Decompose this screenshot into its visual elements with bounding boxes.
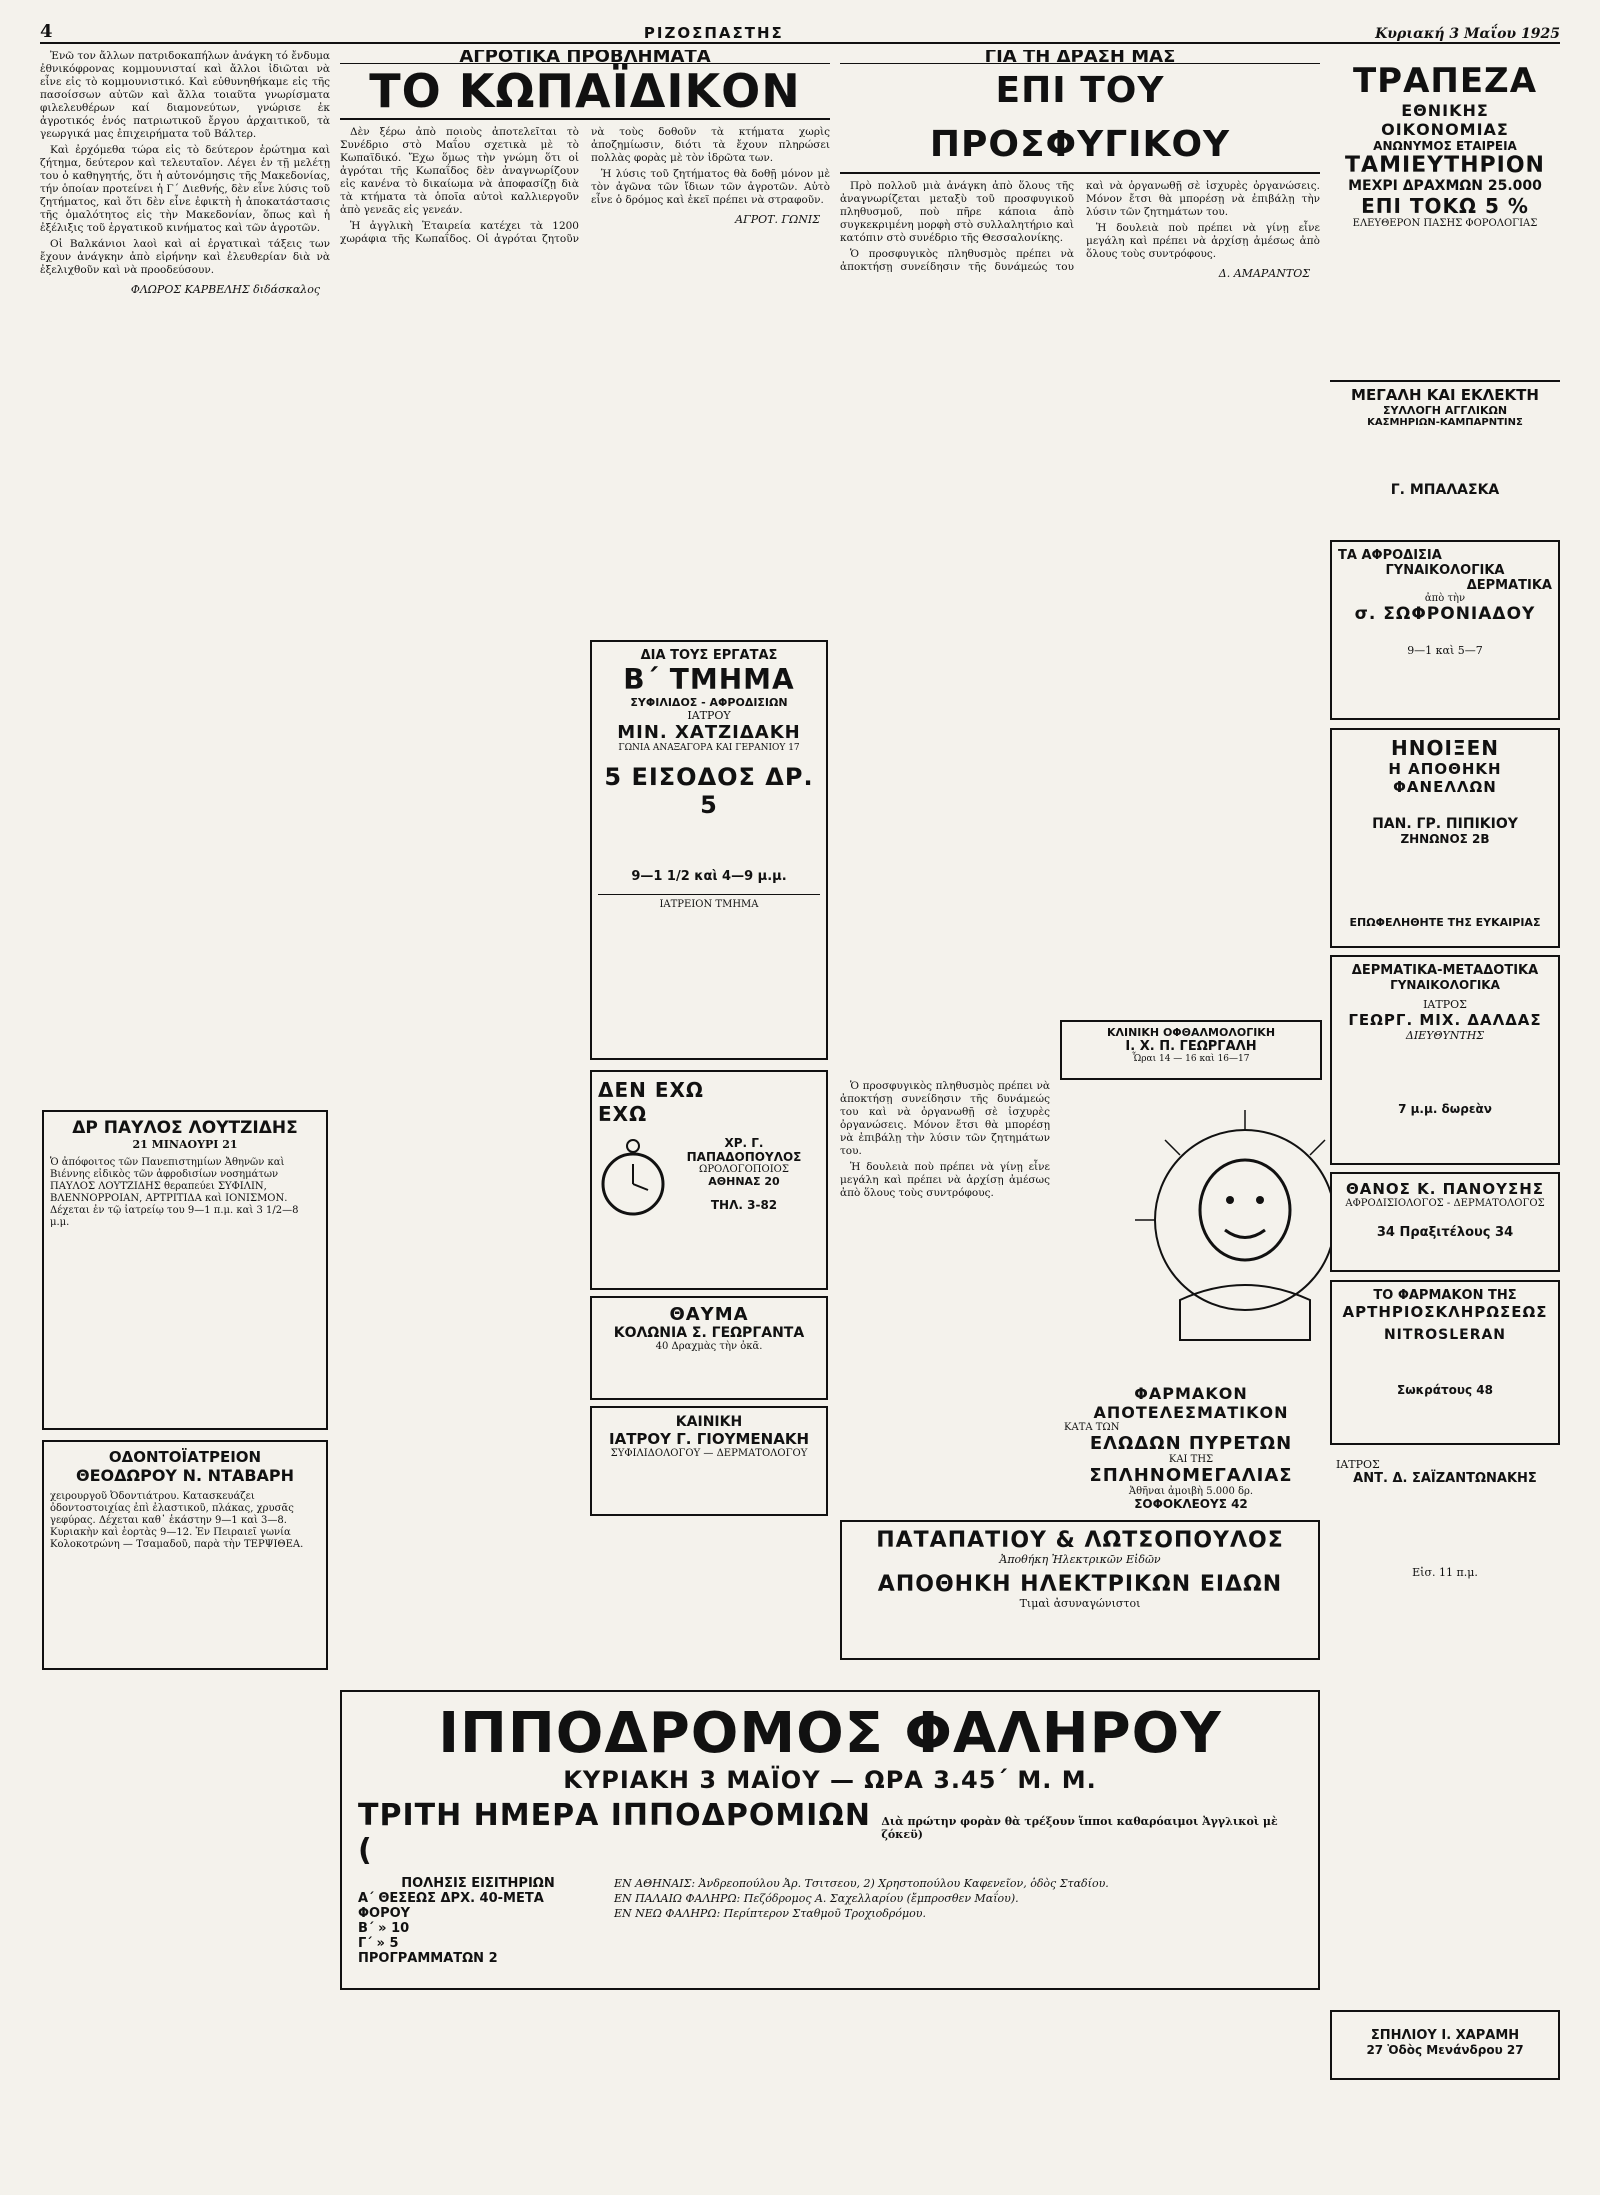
ad-tam: ΤΑΜΙΕΥΤΗΡΙΟΝ bbox=[1345, 153, 1545, 178]
ad-title: ΚΛΙΝΙΚΗ ΟΦΘΑΛΜΟΛΟΓΙΚΗ bbox=[1106, 1026, 1276, 1039]
ad-saizantonakis bbox=[1330, 1452, 1560, 1627]
hippodrome-day: ΤΡΙΤΗ ΗΜΕΡΑ ΙΠΠΟΔΡΟΜΙΩΝ ( bbox=[358, 1798, 871, 1868]
ad-sub: ΓΥΝΑΙΚΟΛΟΓΙΚΑ bbox=[1390, 978, 1500, 992]
article-paragraph: Ἡ δουλειὰ ποὺ πρέπει νὰ γίνῃ εἶνε μεγάλη καὶ πρέπει νὰ ἀρχίσῃ ἀμέσως ἀπὸ ὅλους τοὺς συντρόφους. bbox=[1086, 222, 1320, 260]
ad-address: 21 ΜΙΝΑΟΥΡΙ 21 bbox=[132, 1138, 238, 1151]
ad-sofroniadou bbox=[1330, 540, 1560, 720]
ad-iatros: ΙΑΤΡΟΣ bbox=[1423, 998, 1467, 1011]
article-paragraph: Πρὸ πολλοῦ μιὰ ἀνάγκη ἀπὸ ὅλους τῆς ἀναγνωρίζεται μεταξὺ τοῦ προσφυγικοῦ πληθυσμοῦ, ποὺ πῆρε κάποια ἀπὸ συγκεκριμένη μορφὴ στὸ συλλαλητήριο καὶ κατόπιν στὸ συνέδριο τῆς Θεσσαλονίκης. bbox=[840, 180, 1074, 244]
ad-sub2: ΚΑΣΜΗΡΙΩΝ-ΚΑΜΠΑΡΝΤΙΝΣ bbox=[1367, 417, 1523, 428]
ad-title: ΟΔΟΝΤΟΪΑΤΡΕΙΟΝ bbox=[108, 1448, 262, 1466]
ad-panousis bbox=[1330, 1172, 1560, 1272]
ad-sub: ΑΡΤΗΡΙΟΣΚΛΗΡΩΣΕΩΣ bbox=[1342, 1303, 1548, 1321]
ad-name: ΘΑΝΟΣ Κ. ΠΑΝΟΥΣΗΣ bbox=[1345, 1180, 1545, 1198]
ad-lotsopoulos bbox=[840, 1520, 1320, 1660]
ad-charami bbox=[1330, 2010, 1560, 2080]
ad-top: ΔΙΑ ΤΟΥΣ ΕΡΓΑΤΑΣ bbox=[640, 648, 778, 663]
ad-trapeza bbox=[1330, 55, 1560, 360]
ad-title: ΦΑΡΜΑΚΟΝ bbox=[1134, 1384, 1248, 1403]
ad-price: Ἀθῆναι ἀμοιβὴ 5.000 δρ. bbox=[1128, 1486, 1254, 1497]
ad-rate: ΕΠΙ ΤΟΚΩ 5 % bbox=[1361, 194, 1529, 218]
ad-sub: Ἀποθήκη Ἠλεκτρικῶν Εἰδῶν bbox=[999, 1553, 1161, 1566]
hippodrome-title: ΙΠΠΟΔΡΟΜΟΣ ΦΑΛΗΡΟΥ bbox=[438, 1701, 1222, 1766]
ad-georgali bbox=[1060, 1020, 1322, 1080]
newspaper-name: ΡΙΖΟΣΠΑΣΤΗΣ bbox=[643, 24, 784, 42]
issue-date: Κυριακή 3 Μαΐου 1925 bbox=[1375, 26, 1560, 42]
ad-hours: Εἰσ. 11 π.μ. bbox=[1412, 1566, 1478, 1579]
ad-hours: 9—1 1/2 καὶ 4—9 μ.μ. bbox=[631, 869, 787, 884]
ad-title: ΜΕΓΑΛΗ ΚΑΙ ΕΚΛΕΚΤΗ bbox=[1351, 386, 1539, 404]
ad-free: ΕΛΕΥΘΕΡΟΝ ΠΑΣΗΣ ΦΟΡΟΛΟΓΙΑΣ bbox=[1352, 218, 1538, 229]
ad-director: ΔΙΕΥΘΥΝΤΗΣ bbox=[1405, 1029, 1485, 1042]
hippodrome-date: ΚΥΡΙΑΚΗ 3 ΜΑΪΟΥ — ΩΡΑ 3.45΄ Μ. Μ. bbox=[563, 1766, 1097, 1794]
ad-price: 5 ΕΙΣΟΔΟΣ ΔΡ. 5 bbox=[604, 763, 814, 819]
ad-sub2: ΔΕΡΜΑΤΙΚΑ bbox=[1466, 578, 1552, 593]
ad-name: Γ. ΜΠΑΛΑΣΚΑ bbox=[1390, 482, 1500, 498]
ad-type: ΑΝΩΝΥΜΟΣ ΕΤΑΙΡΕΙΑ bbox=[1373, 139, 1517, 153]
ad-body: Ὁ ἀπόφοιτος τῶν Πανεπιστημίων Ἀθηνῶν καὶ Βιέννης εἰδικὸς τῶν ἀφροδισίων νοσημάτων ΠΑΥΛΟΣ ΛΟΥΤΖΙΔΗΣ θεραπεύει ΣΥΦΙΛΙΝ, ΒΛΕΝΝΟΡΡΟΙΑΝ, ΑΡΤΡΙΤΙΔΑ καὶ ΙΟΝΙΣΜΟΝ. Δέχεται ἐν τῷ ἰατρείῳ του 9—1 π.μ. καὶ 3 1/2—8 μ.μ. bbox=[50, 1157, 299, 1228]
ad-name: ΠΑΤΑΠΑΤΙΟΥ & ΛΩΤΣΟΠΟΥΛΟΣ bbox=[876, 1528, 1284, 1553]
ad-name: ΕΘΝΙΚΗΣ ΟΙΚΟΝΟΜΙΑΣ bbox=[1381, 101, 1509, 139]
ad-address: ΩΡΟΛΟΓΟΠΟΙΟΣ bbox=[699, 1164, 789, 1175]
ad-title: ΔΡ ΠΑΥΛΟΣ ΛΟΥΤΖΙΔΗΣ bbox=[72, 1118, 298, 1138]
ad-title: ΗΝΟΙΞΕΝ bbox=[1391, 736, 1499, 760]
article-paragraph: Ἡ λύσις τοῦ ζητήματος θὰ δοθῇ μόνον μὲ τὸν ἀγῶνα τῶν ἴδιων τῶν ἀγροτῶν. Αὐτὸ εἶνε ὁ δρόμος καὶ ἐκεῖ πρέπει νὰ στραφοῦν. bbox=[591, 168, 830, 206]
ad-loutzidis bbox=[42, 1110, 328, 1430]
ad-street: ΑΘΗΝΑΣ 20 bbox=[708, 1175, 780, 1188]
ad-gioumenakis bbox=[590, 1406, 828, 1516]
ad-body: χειρουργοῦ Ὀδοντιάτρου. Κατασκευάζει ὀδοντοστοιχίας ἐπὶ ἐλαστικοῦ, πλάκας, χρυσᾶς γεφύρας. Δέχεται καθ᾽ ἑκάστην 9—1 καὶ 3—8. Κυριακὴν καὶ ἑορτὰς 9—12. Ἐν Πειραιεῖ γωνία Κολοκοτρώνη — Τσαμαδοῦ, παρὰ τὴν ΤΕΡΨΙΘΕΑ. bbox=[50, 1491, 304, 1550]
ad-iatros: ΙΑΤΡΟΣ bbox=[1336, 1458, 1380, 1471]
article-paragraph: Ὁ προσφυγικὸς πληθυσμὸς πρέπει νὰ ἀποκτήσῃ συνείδησιν τῆς δυνάμεώς του καὶ νὰ ὀργανωθῇ σὲ ἰσχυρὲς ὀργανώσεις. Μόνον ἔτσι θὰ μπορέσῃ νὰ ἐπιβάλῃ τὴν λύσιν τῶν ζητημάτων του. bbox=[840, 1080, 1050, 1157]
ad-sub: ΑΦΡΟΔΙΣΙΟΛΟΓΟΣ - ΔΕΡΜΑΤΟΛΟΓΟΣ bbox=[1345, 1198, 1545, 1209]
ad-balaska bbox=[1330, 380, 1560, 530]
ad-sub: ΓΥΝΑΙΚΟΛΟΓΙΚΑ bbox=[1385, 563, 1505, 578]
article-paragraph: Δὲν ξέρω ἀπὸ ποιοὺς ἀποτελεῖται τὸ Συνέδριο στὸ Μαΐου σχετικὰ μὲ τὸ Κωπαϊδικό. Ἔχω ὅμως τὴν γνώμη ὅτι οἱ ἀγρόται τῆς Κωπαΐδος δὲν ἀναγνωρίζουν εἰς κανένα τὸ δικαίωμα νὰ ἀποφασίζῃ διὰ τὰ κτήματα τὰ ὁποῖα αὐτοὶ καλλιεργοῦν ἀπὸ γενεᾶς εἰς γενεάν. bbox=[340, 126, 579, 216]
ad-name: ΜΙΝ. ΧΑΤΖΙΔΑΚΗ bbox=[617, 722, 801, 743]
ad-name: ΠΑΝ. ΓΡ. ΠΙΠΙΚΙΟΥ bbox=[1372, 816, 1518, 832]
article-signature: Δ. ΑΜΑΡΑΝΤΟΣ bbox=[1218, 267, 1310, 280]
ticket-class: Α΄ ΘΕΣΕΩΣ ΔΡΧ. 40-ΜΕΤΑ ΦΟΡΟΥ bbox=[358, 1891, 544, 1921]
ad-address: ΓΩΝΙΑ ΑΝΑΞΑΓΟΡΑ ΚΑΙ ΓΕΡΑΝΙΟΥ 17 bbox=[618, 743, 800, 753]
ad-hours: 7 μ.μ. δωρεὰν bbox=[1398, 1102, 1492, 1116]
program-price: ΠΡΟΓΡΑΜΜΑΤΩΝ 2 bbox=[358, 1951, 498, 1966]
ad-sub: ΣΥΦΙΛΙΔΟΛΟΓΟΥ — ΔΕΡΜΑΤΟΛΟΓΟΥ bbox=[610, 1448, 808, 1459]
ad-hours: Ὧραι 14 — 16 καὶ 16—17 bbox=[1132, 1054, 1250, 1064]
masthead bbox=[40, 20, 1560, 44]
ad-diseases: ΕΛΩΔΩΝ ΠΥΡΕΤΩΝ bbox=[1089, 1433, 1293, 1454]
ad-section: Β΄ ΤΜΗΜΑ bbox=[623, 663, 795, 696]
sales-location: ΕΝ ΝΕΩ ΦΑΛΗΡΩ: Περίπτερον Σταθμοῦ Τροχιοδρόμου. bbox=[614, 1907, 926, 1920]
tickets-heading: ΠΟΛΗΣΙΣ ΕΙΣΙΤΗΡΙΩΝ bbox=[401, 1876, 555, 1891]
ad-sub: ΣΥΛΛΟΓΗ ΑΓΓΛΙΚΩΝ bbox=[1382, 404, 1508, 417]
ad-address: 27 Ὁδὸς Μενάνδρου 27 bbox=[1366, 2043, 1524, 2057]
ad-address: 34 Πραξιτέλους 34 bbox=[1376, 1225, 1514, 1240]
ad-upto: ΜΕΧΡΙ ΔΡΑΧΜΩΝ 25.000 bbox=[1348, 178, 1542, 194]
ad-kai: ΚΑΙ ΤΗΣ bbox=[1168, 1454, 1214, 1465]
article-paragraph: Ἡ ἀγγλικὴ Ἑταιρεία κατέχει τὰ 1200 χωράφια τῆς Κωπαΐδος. Οἱ ἀγρόται ζητοῦν νὰ τοὺς δοθοῦν τὰ κτήματα χωρὶς ἀποζημίωσιν, διότι τὰ ἔχουν πληρώσει πολλὰς φορὰς μὲ τὸν ἱδρῶτα των. bbox=[340, 126, 830, 245]
ad-title: ΤΟ ΦΑΡΜΑΚΟΝ ΤΗΣ bbox=[1373, 1288, 1517, 1303]
ad-title: ΔΕΡΜΑΤΙΚΑ-ΜΕΤΑΔΟΤΙΚΑ bbox=[1351, 963, 1539, 978]
article-paragraph: Ἡ δουλειὰ ποὺ πρέπει νὰ γίνῃ εἶνε μεγάλη καὶ πρέπει νὰ ἀρχίσῃ ἀμέσως ἀπὸ ὅλους τοὺς συντρόφους. bbox=[840, 1161, 1050, 1199]
article-prosfygiko-continued bbox=[840, 1080, 1050, 1490]
ad-name: ΧΡ. Γ. ΠΑΠΑΔΟΠΟΥΛΟΣ bbox=[686, 1136, 802, 1164]
article-signature: ΦΛΩΡΟΣ ΚΑΡΒΕΛΗΣ διδάσκαλος bbox=[130, 283, 320, 296]
ad-name: ΙΑΤΡΟΥ Γ. ΓΙΟΥΜΕΝΑΚΗ bbox=[609, 1430, 809, 1448]
ad-chatzidaki bbox=[590, 640, 828, 1060]
article-prosfygiko bbox=[840, 50, 1320, 1050]
ad-line: ΕΧΩ bbox=[598, 1102, 648, 1126]
page-number: 4 bbox=[40, 21, 53, 42]
ad-name: ΑΝΤ. Δ. ΣΑΪΖΑΝΤΩΝΑΚΗΣ bbox=[1353, 1471, 1537, 1486]
ad-name: σ. ΣΩΦΡΟΝΙΑΔΟΥ bbox=[1354, 604, 1536, 624]
ad-name: Ι. Χ. Π. ΓΕΩΡΓΑΛΗ bbox=[1125, 1039, 1257, 1054]
ad-title: ΘΑΥΜΑ bbox=[669, 1304, 749, 1325]
ad-kata: ΚΑΤΑ ΤΩΝ bbox=[1064, 1422, 1120, 1433]
ad-disease2: ΣΠΛΗΝΟΜΕΓΑΛΙΑΣ bbox=[1089, 1465, 1293, 1486]
article-paragraph: Καὶ ἐρχόμεθα τώρα εἰς τὸ δεύτερον ἐρώτημα καὶ ζήτημα, δεύτερον καὶ τελευταῖον. Λέγει ἐν τῇ μελέτῃ του ὁ καθηγητής, ὅτι ἡ αὐτονόμησις τῆς Μακεδονίας, τήν ὁποίαν προτείνει ἡ Γ΄ Διεθνής, δὲν εἶνε λύσις τοῦ ζητήματος, καὶ ὅτι δὲν εἶνε ἐφικτὴ ἡ ἀποκατάστασις τῆς ὁμαλότητος εἰς τὴν Μακεδονίαν, ὅπως καὶ ἡ ἐξέλιξις τοῦ ἐργατικοῦ κινήματος καὶ τῶν ἀγροτῶν. bbox=[40, 144, 330, 234]
ad-foot: ΙΑΤΡΕΙΟΝ ΤΜΗΜΑ bbox=[598, 894, 820, 910]
ad-body: 40 Δραχμὰς τὴν ὀκᾶ. bbox=[655, 1341, 763, 1352]
article-kicker: ΑΓΡΟΤΙΚΑ ΠΡΟΒΛΗΜΑΤΑ bbox=[340, 50, 830, 64]
ad-nitrosleran bbox=[1330, 1280, 1560, 1445]
article-paragraph: Ἐνῶ τον ἄλλων πατριδοκαπήλων ἀνάγκη τό ἔνδυμα ἐθνικόφρονας κομμουνισταί καὶ ἄλλοι ἰδιῶται νὰ εἶνε εἰς τὸ κομμουνιστικό. Καὶ εὐθυνηθήκαμε εἰς τῆς πασοίσσων αὐτῶν καὶ ἄλλα τοιαῦτα γνωρίσματα φιλελευθέρων καί διαμονεύτων, γνώρισε ἐκ ἀγροτικός ἑνός πατριωτικοῦ ἔργου ἀρχαιτικοῦ, τὰ γεωργικά μας ἐπιχειρήματα τοῦ Βάλτερ. bbox=[40, 50, 330, 140]
ad-name: NITROSLERAN bbox=[1383, 1327, 1507, 1343]
ad-address: Σωκράτους 48 bbox=[1397, 1383, 1493, 1397]
ad-title: ΚΑΙΝΙΚΗ bbox=[675, 1414, 743, 1430]
ad-foot: ΕΠΩΦΕΛΗΘΗΤΕ ΤΗΣ ΕΥΚΑΙΡΙΑΣ bbox=[1349, 916, 1541, 929]
ad-daldas bbox=[1330, 955, 1560, 1165]
ad-pipikios bbox=[1330, 728, 1560, 948]
article-column-1 bbox=[40, 50, 330, 1100]
ad-name: ΚΟΛΩΝΙΑ Σ. ΓΕΩΡΓΑΝΤΑ bbox=[613, 1325, 805, 1341]
ticket-class: Β΄ » 10 bbox=[358, 1921, 410, 1936]
ad-name: ΘΕΟΔΩΡΟΥ Ν. ΝΤΑΒΑΡΗ bbox=[75, 1466, 295, 1485]
article-headline: ΤΟ ΚΩΠΑΪΔΙΚΟΝ bbox=[340, 64, 830, 120]
sales-location: ΕΝ ΑΘΗΝΑΙΣ: Ἀνδρεοπούλου Ἀρ. Τσιτσεου, 2) Χρηστοπούλου Καφενεῖον, ὁδὸς Σταδίου. bbox=[614, 1877, 1109, 1890]
ad-papadopoulos bbox=[590, 1070, 828, 1290]
ad-iatrou: ΙΑΤΡΟΥ bbox=[687, 709, 731, 722]
article-paragraph: Οἱ Βαλκάνιοι λαοὶ καὶ αἱ ἐργατικαὶ τάξεις των ἔχουν ἀνάγκην ἀπὸ εἰρήνην καὶ ἐλευθερίαν διὰ νὰ ἐξελιχθοῦν καὶ νὰ προοδεύσουν. bbox=[40, 238, 330, 276]
article-paragraph: Ὁ προσφυγικὸς πληθυσμὸς πρέπει νὰ ἀποκτήσῃ συνείδησιν τῆς δυνάμεώς του καὶ νὰ ὀργανωθῇ σὲ ἰσχυρὲς ὀργανώσεις. Μόνον ἔτσι θὰ μπορέσῃ νὰ ἐπιβάλῃ τὴν λύσιν τῶν ζητημάτων του. bbox=[840, 180, 1320, 273]
ad-georganta bbox=[590, 1296, 828, 1400]
ad-line: ΔΕΝ ΕΧΩ bbox=[598, 1078, 704, 1102]
ad-hippodrome bbox=[340, 1690, 1320, 1990]
ad-name: ΓΕΩΡΓ. ΜΙΧ. ΔΑΛΔΑΣ bbox=[1348, 1011, 1542, 1029]
ad-title2: ΑΠΟΤΕΛΕΣΜΑΤΙΚΟΝ bbox=[1093, 1403, 1289, 1422]
ad-name: ΣΠΗΛΙΟΥ Ι. ΧΑΡΑΜΗ bbox=[1370, 2028, 1520, 2043]
ad-title: ΤΑ ΑΦΡΟΔΙΣΙΑ bbox=[1338, 548, 1442, 563]
sales-location: ΕΝ ΠΑΛΑΙΩ ΦΑΛΗΡΩ: Πεζόδρομος Α. Σαχελλαρίου (ἔμπροσθεν Μαΐου). bbox=[614, 1892, 1019, 1905]
ad-title: ΤΡΑΠΕΖΑ bbox=[1352, 61, 1538, 101]
article-kicker: ΓΙΑ ΤΗ ΔΡΑΣΗ ΜΑΣ bbox=[840, 50, 1320, 64]
ad-foot: Τιμαὶ ἀσυναγώνιστοι bbox=[1019, 1597, 1141, 1610]
ticket-class: Γ΄ » 5 bbox=[358, 1936, 399, 1951]
ad-kai: ἀπὸ τὴν bbox=[1424, 593, 1466, 604]
article-signature: ΑΓΡΟΤ. ΓΩΝΙΣ bbox=[735, 213, 820, 226]
article-headline: ΕΠΙ ΤΟΥ ΠΡΟΣΦΥΓΙΚΟΥ bbox=[840, 64, 1320, 174]
ad-sub: ΣΥΦΙΛΙΔΟΣ - ΑΦΡΟΔΙΣΙΩΝ bbox=[630, 696, 788, 709]
ad-address: ΖΗΝΩΝΟΣ 2Β bbox=[1400, 832, 1490, 846]
ad-main: ΑΠΟΘΗΚΗ ΗΛΕΚΤΡΙΚΩΝ ΕΙΔΩΝ bbox=[877, 1572, 1283, 1597]
ad-sub: Η ΑΠΟΘΗΚΗ ΦΑΝΕΛΛΩΝ bbox=[1388, 760, 1502, 796]
ad-phone: ΤΗΛ. 3-82 bbox=[710, 1198, 778, 1212]
ad-hours: 9—1 καὶ 5—7 bbox=[1407, 644, 1483, 657]
hippodrome-note: Διὰ πρώτην φορὰν θὰ τρέξουν ἵπποι καθαρόαιμοι Ἀγγλικοὶ μὲ ζόκεϋ) bbox=[881, 1815, 1278, 1841]
ad-ntavaris bbox=[42, 1440, 328, 1670]
ad-foot: ΣΟΦΟΚΛΕΟΥΣ 42 bbox=[1134, 1497, 1248, 1511]
pocket-watch-icon bbox=[598, 1132, 668, 1222]
